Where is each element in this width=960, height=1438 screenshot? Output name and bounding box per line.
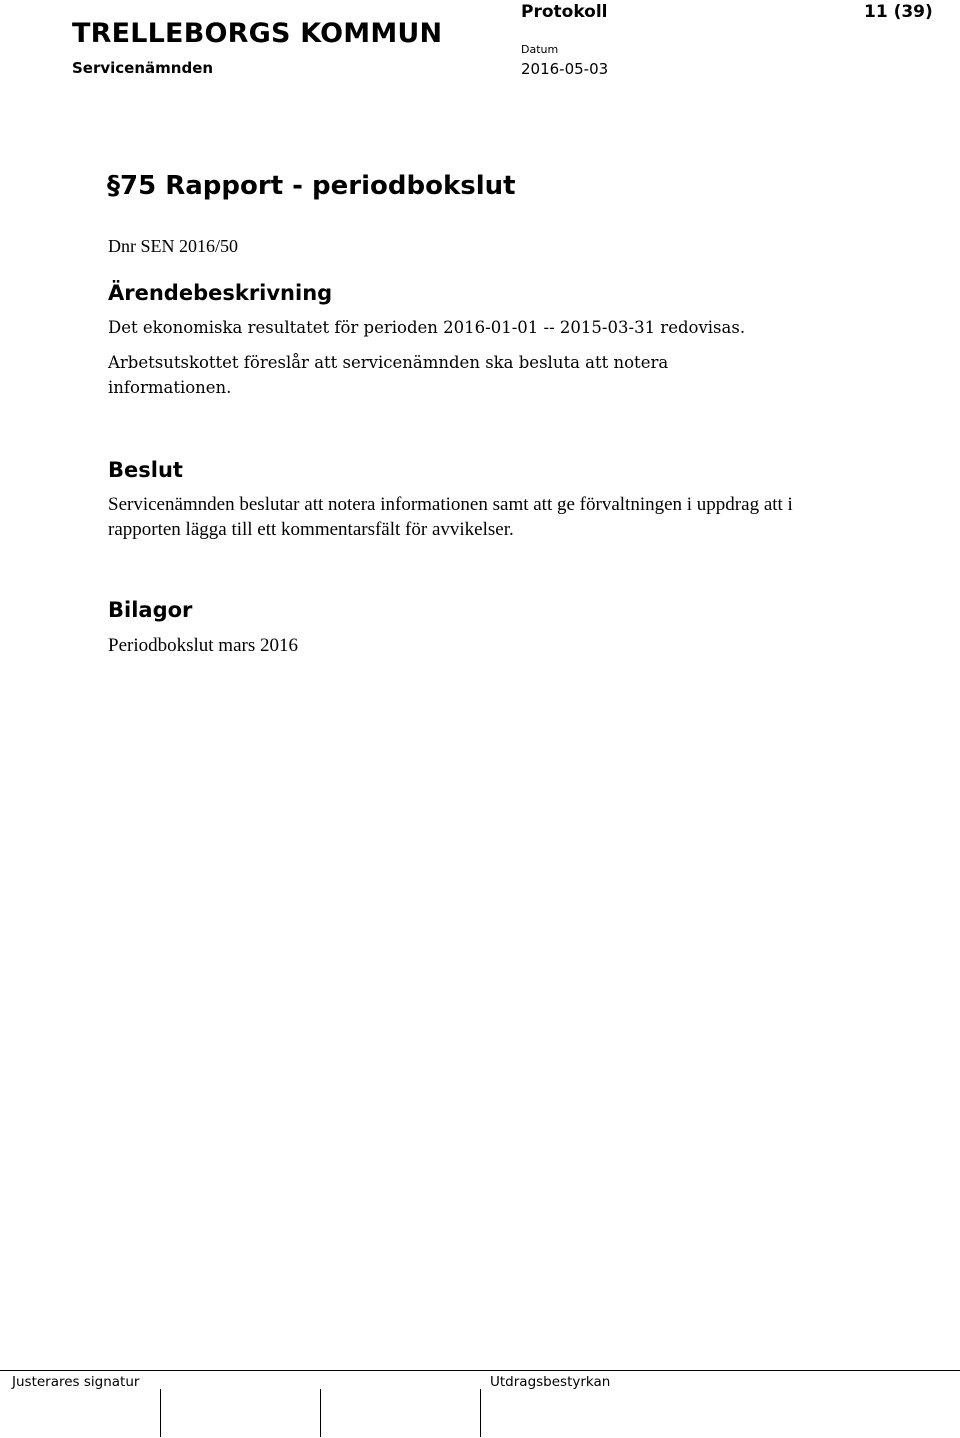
beslut-text: Servicenämnden beslutar att notera informationen samt att ge förvaltningen i uppdrag att i rapporten lägga till ett kommentarsfält för avvikelser.	[108, 494, 793, 540]
signature-field-divider	[320, 1389, 321, 1437]
section-title: §75 Rapport - periodbokslut	[107, 171, 516, 201]
extract-label: Utdragsbestyrkan	[490, 1374, 611, 1390]
bilagor-heading: Bilagor	[108, 598, 193, 622]
date-label: Datum	[521, 43, 559, 56]
arendebeskrivning-heading: Ärendebeskrivning	[108, 281, 333, 305]
footer-divider	[0, 1370, 960, 1371]
organization-name: TRELLEBORGS KOMMUN	[72, 18, 443, 49]
page-number: 11 (39)	[864, 2, 933, 22]
bilagor-text: Periodbokslut mars 2016	[108, 635, 298, 656]
date-value: 2016-05-03	[521, 60, 609, 78]
organization-unit: Servicenämnden	[72, 59, 214, 77]
case-number: Dnr SEN 2016/50	[108, 236, 238, 256]
document-type: Protokoll	[521, 2, 608, 22]
signature-field-divider	[160, 1389, 161, 1437]
signature-label: Justerares signatur	[12, 1374, 140, 1390]
arendebeskrivning-line2: Arbetsutskottet föreslår att servicenämnden ska besluta att notera informationen.	[108, 353, 669, 397]
beslut-heading: Beslut	[108, 458, 183, 482]
signature-field-divider	[480, 1389, 481, 1437]
arendebeskrivning-line1: Det ekonomiska resultatet för perioden 2016-01-01 -- 2015-03-31 redovisas.	[108, 318, 746, 337]
